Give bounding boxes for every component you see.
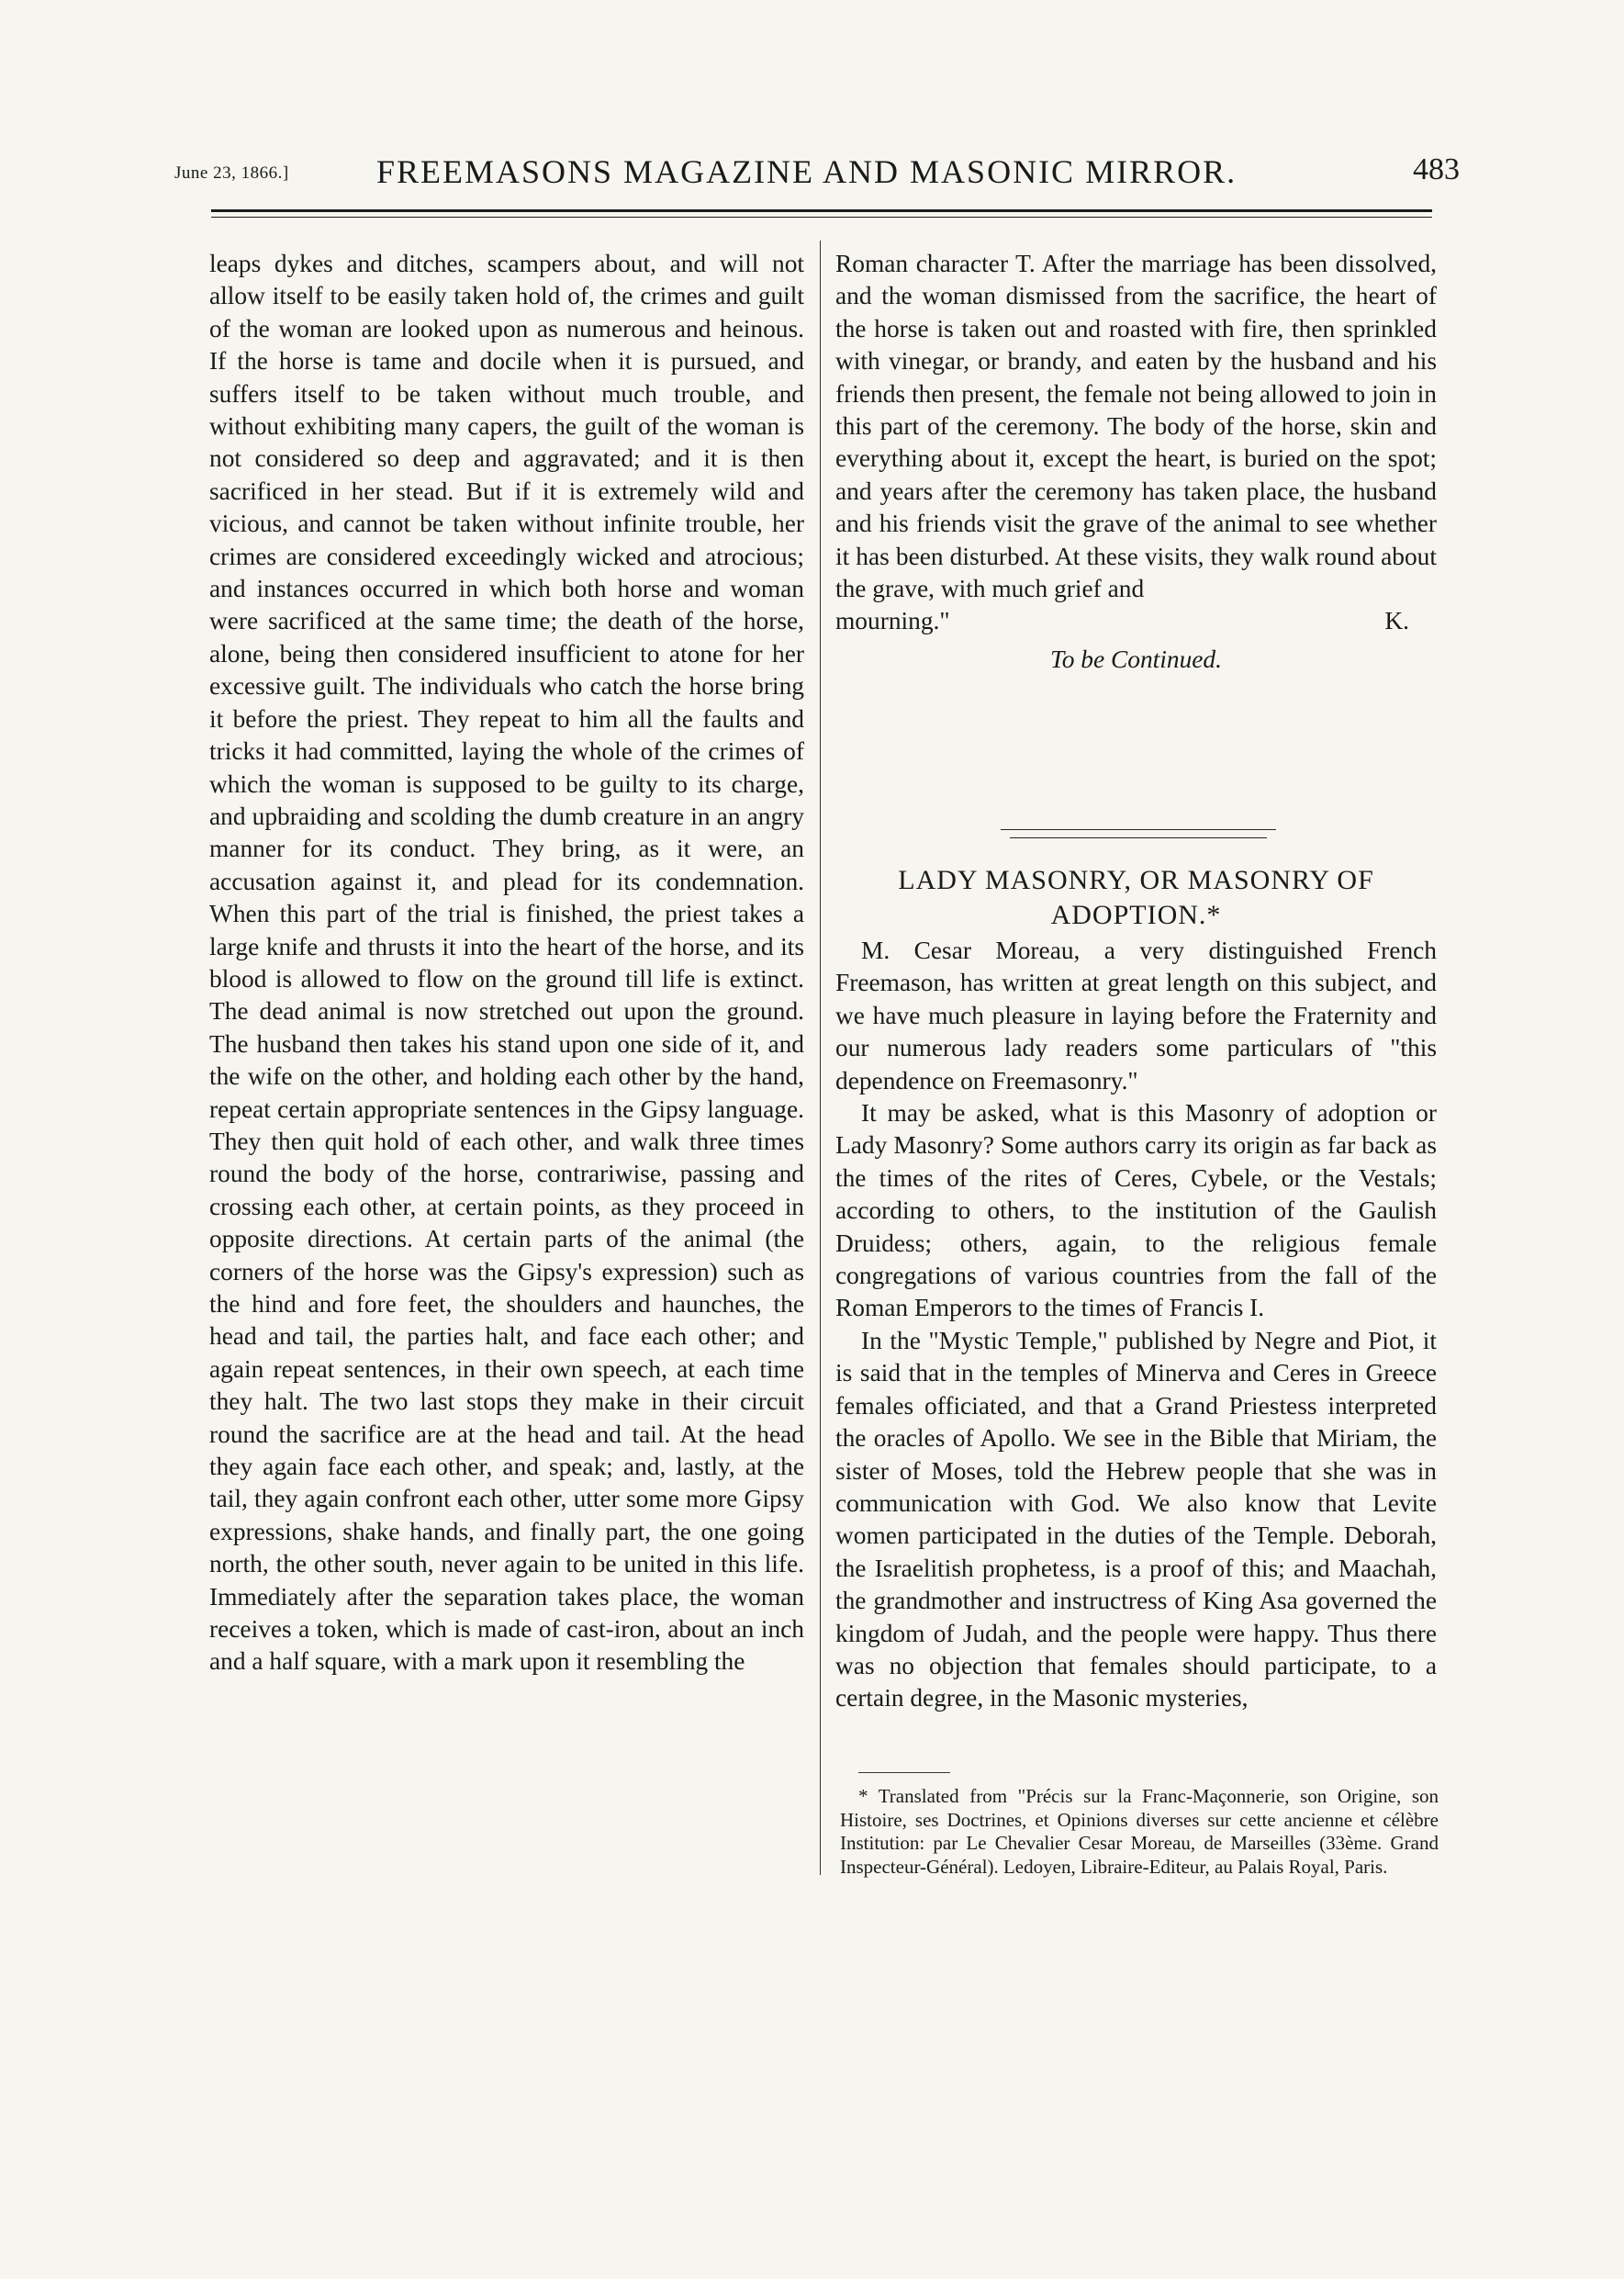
article-paragraph: M. Cesar Moreau, a very distinguished French Freemason, has written at great length on this subject, and we have much pleasure in laying before the Fraternity and our numerous lady readers some particulars of "this dependence on Freemasonry." [835, 937, 1437, 1095]
to-be-continued: To be Continued. [1050, 645, 1222, 673]
issue-date: June 23, 1866.] [174, 163, 289, 183]
footnote-rule [858, 1772, 950, 1773]
footnote-text: * Translated from "Précis sur la Franc-Maçonnerie, son Origine, son Histoire, ses Doctrines, et Opinions diverses sur cette ancienne et célèbre Institution: par Le Chevalier Cesar Moreau, de Marseilles (33ème. Grand Inspecteur-Général). Ledoyen, Libraire-Editeur, au Palais Royal, Paris. [840, 1785, 1439, 1878]
running-header [174, 147, 1460, 211]
article-body [835, 935, 1437, 1715]
footnote [840, 1785, 1439, 1879]
article-paragraph: It may be asked, what is this Masonry of adoption or Lady Masonry? Some authors carry its origin as far back as the times of the rites of Ceres, Cybele, or the Vestals; according to others, to the institution of the Gaulish Druidess; others, again, to the religious female congregations of various countries from the fall of the Roman Emperors to the times of Francis I. [835, 1099, 1437, 1322]
column-divider [820, 241, 821, 1875]
signoff-line [835, 605, 1437, 637]
left-column [209, 248, 804, 1678]
section-ornament-rule [1001, 829, 1276, 830]
right-column-paragraph: Roman character T. After the marriage has been dissolved, and the woman dismissed from the sacrifice, the heart of the horse is taken out and roasted with fire, then sprinkled with vinegar, or brandy, and eaten by the husband and his friends then present, the female not being allowed to join in this part of the ceremony. The body of the horse, skin and everything about it, except the heart, is buried on the spot; and years after the ceremony has taken place, the husband and his friends visit the grave of the animal to see whether it has been disturbed. At these visits, they walk round about the grave, with much grief and [835, 250, 1437, 603]
article-paragraph: In the "Mystic Temple," published by Negre and Piot, it is said that in the temples of Minerva and Ceres in Greece females officiated, and that a Grand Priestess interpreted the oracles of Apollo. We see in the Bible that Miriam, the sister of Moses, told the Hebrew people that she was in communication with God. We also know that Levite women participated in the duties of the Temple. Deborah, the Israelitish prophetess, is a proof of this; and Maachah, the grandmother and instructress of King Asa governed the kingdom of Judah, and the people were happy. Thus there was no objection that females should participate, to a certain degree, in the Masonic mysteries, [835, 1326, 1437, 1712]
header-rule-thin [211, 217, 1432, 218]
author-signature: K. [1384, 607, 1409, 635]
header-rule-thick [211, 209, 1432, 212]
article-title: LADY MASONRY, OR MASONRY OF ADOPTION.* [898, 865, 1374, 930]
magazine-title: FREEMASONS MAGAZINE AND MASONIC MIRROR. [376, 153, 1238, 190]
page-number: 483 [1413, 152, 1460, 186]
right-column-top [835, 248, 1437, 676]
closing-word: mourning." [835, 607, 950, 635]
section-ornament-rule [1010, 837, 1267, 838]
left-column-paragraph: leaps dykes and ditches, scampers about, and will not allow itself to be easily taken hold of, the crimes and guilt of the woman are looked upon as numerous and heinous. If the horse is tame and docile when it is pursued, and suffers itself to be taken without much trouble, and without exhibiting many capers, the guilt of the woman is not considered so deep and aggravated; and it is then sacrificed in her stead. But if it is extremely wild and vicious, and cannot be taken without infinite trouble, her crimes are considered exceedingly wicked and atrocious; and instances occurred in which both horse and woman were sacrificed at the same time; the death of the horse, alone, being then considered insufficient to atone for her excessive guilt. The individuals who catch the horse bring it before the priest. They repeat to him all the faults and tricks it had committed, laying the whole of the crimes of which the woman is supposed to be guilty to its charge, and upbraiding and scolding the dumb creature in an angry manner for its conduct. They bring, as it were, an accusation against it, and plead for its condemnation. When this part of the trial is finished, the priest takes a large knife and thrusts it into the heart of the horse, and its blood is allowed to flow on the ground till life is extinct. The dead animal is now stretched out upon the ground. The husband then takes his stand upon one side of it, and the wife on the other, and holding each other by the hand, repeat certain appropriate sentences in the Gipsy language. They then quit hold of each other, and walk three times round the body of the horse, contrariwise, passing and crossing each other, at certain points, as they proceed in opposite directions. At certain parts of the animal (the corners of the horse was the Gipsy's expression) such as the hind and fore feet, the shoulders and haunches, the head and tail, the parties halt, and face each other; and again repeat sentences, in their own speech, at each time they halt. The two last stops they make in their circuit round the sacrifice are at the head and tail. At the head they again face each other, and speak; and, lastly, at the tail, they again confront each other, utter some more Gipsy expressions, shake hands, and finally part, the one going north, the other south, never again to be united in this life. Immediately after the separation takes place, the woman receives a token, which is made of cast-iron, about an inch and a half square, with a mark upon it resembling the [209, 250, 804, 1676]
